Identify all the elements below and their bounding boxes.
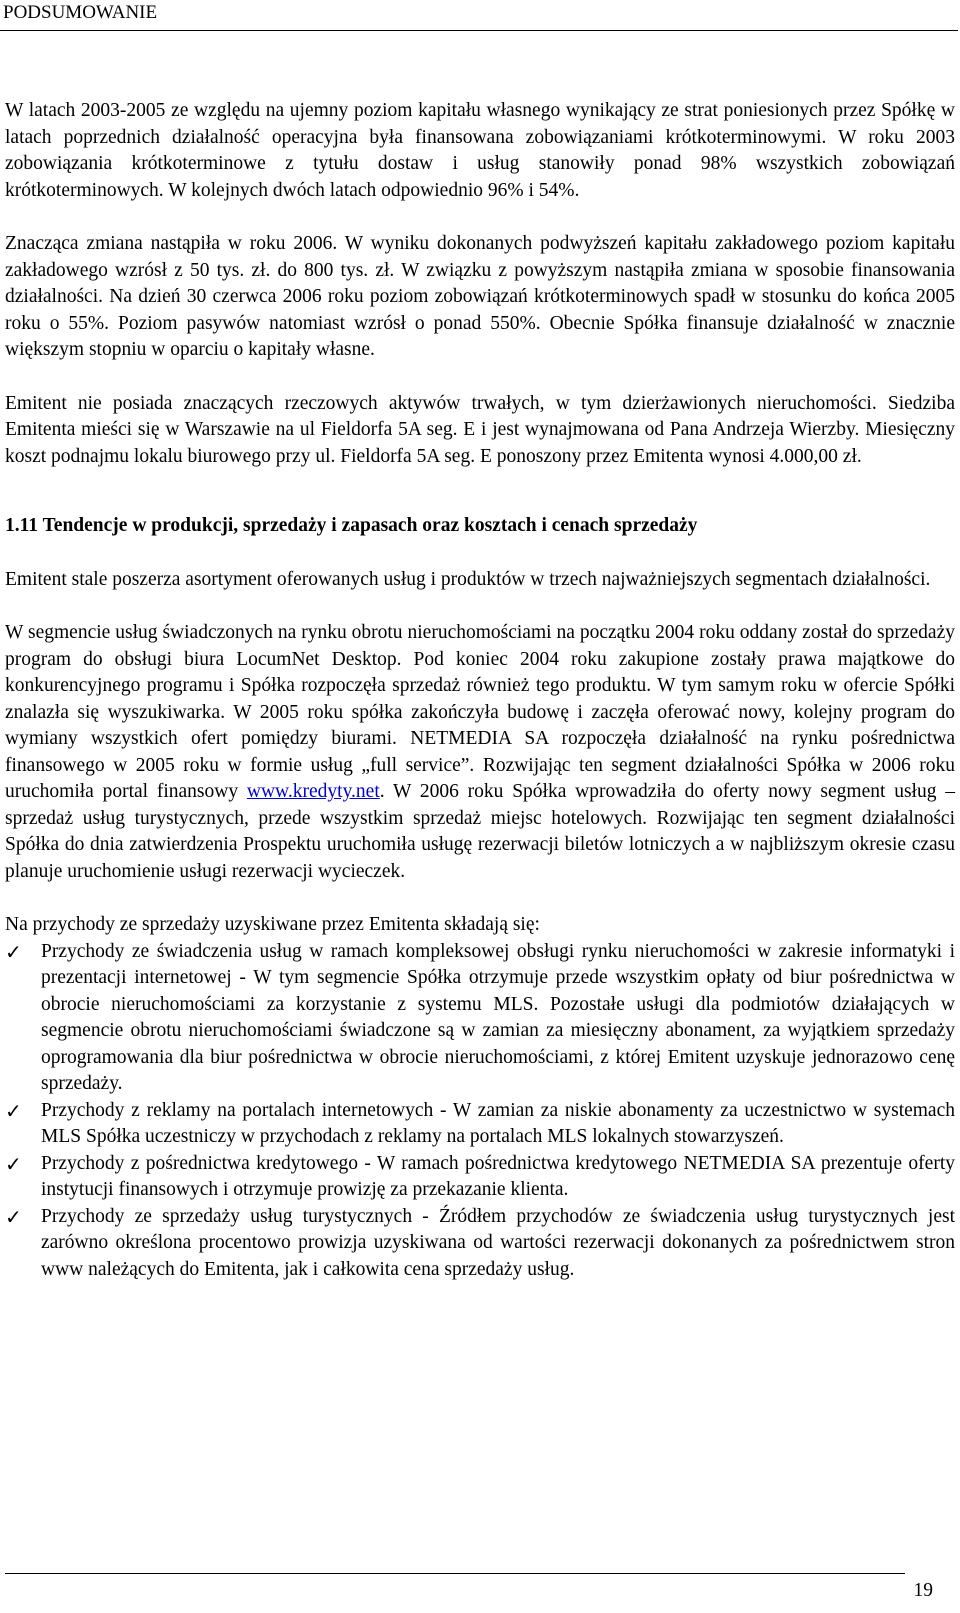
paragraph-assets: Emitent nie posiada znaczących rzeczowych aktywów trwałych, w tym dzierżawionych nieruchomości. Siedziba Emitenta mieści się w Warszawie na ul Fieldorfa 5A seg. E i jest wynajmowana od Pana Andrzeja Wierzby. Miesięczny koszt podnajmu lokalu biurowego przy ul. Fieldorfa 5A seg. E ponoszony przez Emitenta wynosi 4.000,00 zł. <box>5 392 955 467</box>
check-icon: ✓ <box>5 939 22 964</box>
paragraph-financing: W latach 2003-2005 ze względu na ujemny poziom kapitału własnego wynikający ze strat poniesionych przez Spółkę w latach poprzednich działalność operacyjna była finansowana zobowiązaniami krótkoterminowymi. W roku 2003 zobowiązania krótkoterminowe z tytułu dostaw i usług stanowiły ponad 98% wszystkich zobowiązań krótkoterminowych. W kolejnych dwóch latach odpowiednio 96% i 54%. <box>5 100 955 201</box>
page-header <box>0 0 958 31</box>
check-icon: ✓ <box>5 1151 22 1176</box>
list-item-text: Przychody z reklamy na portalach internetowych - W zamian za niskie abonamenty za uczestnictwo w systemach MLS Spółka uczestniczy w przychodach z reklamy na portalach MLS lokalnych stowarzyszeń. <box>41 1099 955 1147</box>
list-item <box>5 1204 955 1284</box>
section-number: 1.11 <box>5 515 39 536</box>
list-item-text: Przychody z pośrednictwa kredytowego - W ramach pośrednictwa kredytowego NETMEDIA SA prezentuje oferty instytucji finansowych i otrzymuje prowizję za przekazanie klienta. <box>41 1152 955 1200</box>
paragraph-text-after-link: . W 2006 roku Spółka wprowadziła do oferty nowy segment usług – sprzedaż usług turystycznych, przede wszystkim sprzedaż miejsc hotelowych. Rozwijając ten segment działalności Spółka do dnia zatwierdzenia Prospektu uruchomiła usługę rezerwacji biletów lotniczych a w najbliższym okresie czasu planuje uruchomienie usługi rezerwacji wycieczek. <box>5 781 955 882</box>
list-item <box>5 939 955 1098</box>
list-intro: Na przychody ze sprzedaży uzyskiwane przez Emitenta składają się: <box>5 914 540 935</box>
list-item-text: Przychody ze sprzedaży usług turystycznych - Źródłem przychodów ze świadczenia usług turystycznych jest zarówno określona procentowo prowizja uzyskiwana od wartości rezerwacji dokonanych za pośrednictwem stron www należących do Emitenta, jak i całkowita cena sprzedaży usług. <box>41 1205 955 1280</box>
header-title: PODSUMOWANIE <box>3 2 158 23</box>
section-title: Tendencje w produkcji, sprzedaży i zapasach oraz kosztach i cenach sprzedaży <box>38 515 698 536</box>
footer-divider <box>5 1573 905 1574</box>
list-item <box>5 1151 955 1204</box>
check-icon: ✓ <box>5 1204 22 1229</box>
portal-link[interactable]: www.kredyty.net <box>246 781 380 802</box>
page-number: 19 <box>913 1580 933 1601</box>
check-icon: ✓ <box>5 1098 22 1123</box>
document-body <box>5 98 955 1283</box>
paragraph-segments: Emitent stale poszerza asortyment oferowanych usług i produktów w trzech najważniejszych segmentach działalności. <box>5 568 931 590</box>
paragraph-real-estate <box>5 620 955 885</box>
section-heading <box>5 513 955 540</box>
paragraph-change-2006: Znacząca zmiana nastąpiła w roku 2006. W wyniku dokonanych podwyższeń kapitału zakładowego poziom kapitału zakładowego wzrósł z 50 tys. zł. do 800 tys. zł. W związku z powyższym nastąpiła zmiana w sposobie finansowania działalności. Na dzień 30 czerwca 2006 roku poziom zobowiązań krótkoterminowych spadł w stosunku do końca 2005 roku o 55%. Poziom pasywów natomiast wzrósł o ponad 550%. Obecnie Spółka finansuje działalność w znacznie większym stopniu w oparciu o kapitały własne. <box>5 233 955 360</box>
paragraph-text-before-link: W segmencie usług świadczonych na rynku obrotu nieruchomościami na początku 2004 roku oddany został do sprzedaży program do obsługi biura LocumNet Desktop. Pod koniec 2004 roku zakupione zostały prawa majątkowe do konkurencyjnego programu i Spółka rozpoczęła sprzedaż również tego produktu. W tym samym roku w ofercie Spółki znalazła się wyszukiwarka. W 2005 roku spółka zakończyła budowę i zaczęła oferować nowy, kolejny program do wymiany wszystkich ofert pomiędzy biurami. NETMEDIA SA rozpoczęła działalność na rynku pośrednictwa finansowego w 2005 roku w formie usług „full service”. Rozwijając ten segment działalności Spółka w 2006 roku uruchomiła portal finansowy <box>5 622 955 802</box>
list-item <box>5 1098 955 1151</box>
list-item-text: Przychody ze świadczenia usług w ramach kompleksowej obsługi rynku nieruchomości w zakresie informatyki i prezentacji internetowej - W tym segmencie Spółka otrzymuje przede wszystkim opłaty od biur pośrednictwa w obrocie nieruchomościami za korzystanie z systemu MLS. Pozostałe usługi dla podmiotów działających w segmencie obrotu nieruchomościami świadczone są w zamian za miesięczny abonament, za wyjątkiem sprzedaży oprogramowania dla biur pośrednictwa w obrocie nieruchomościami, z której Emitent uzyskuje jednorazowo cenę sprzedaży. <box>41 940 955 1094</box>
revenue-list <box>5 939 955 1284</box>
